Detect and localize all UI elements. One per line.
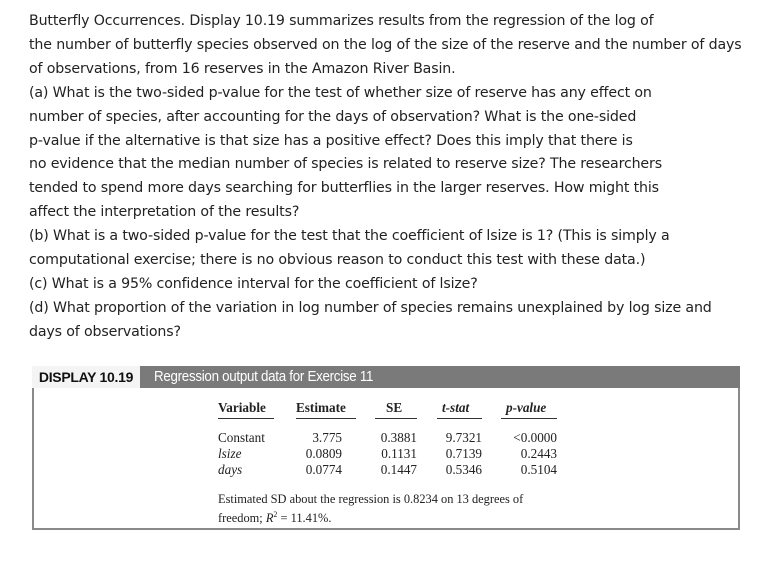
table-cell-se: 0.1447 <box>380 462 417 477</box>
question-line-part-b: (b) What is a two-sided p-value for the test that the coefficient of lsize is 1? (This is simply a <box>29 228 670 245</box>
footnote-prefix: freedom; <box>218 511 266 526</box>
question-line: days of observations? <box>29 323 181 340</box>
question-line: tended to spend more days searching for butterflies in the larger reserves. How might this <box>29 180 659 197</box>
r-squared-exponent: 2 <box>273 510 278 519</box>
table-cell-estimate: 3.775 <box>312 430 342 445</box>
question-text <box>29 10 764 345</box>
header-se: SE <box>386 400 403 415</box>
table-cell-estimate: 0.0774 <box>305 462 342 477</box>
table-cell-se: 0.3881 <box>380 430 417 445</box>
question-line-part-a: (a) What is the two-sided p-value for the test of whether size of reserve has any effect on <box>29 84 652 101</box>
r-squared-symbol: R <box>265 511 274 526</box>
table-cell-variable: days <box>218 462 243 477</box>
table-cell-pvalue: 0.2443 <box>520 446 557 461</box>
table-cell-pvalue: 0.5104 <box>520 462 557 477</box>
table-cell-tstat: 9.7321 <box>445 430 482 445</box>
table-cell-tstat: 0.7139 <box>445 446 482 461</box>
question-line: no evidence that the median number of species is related to reserve size? The researchers <box>29 156 662 173</box>
footnote-suffix: = 11.41%. <box>277 511 332 526</box>
question-line-part-d: (d) What proportion of the variation in log number of species remains unexplained by log size and <box>29 299 712 316</box>
table-cell-variable: Constant <box>218 430 265 445</box>
display-header <box>32 366 740 388</box>
table-cell-pvalue: <0.0000 <box>513 430 557 445</box>
header-underline <box>501 418 557 419</box>
table-cell-estimate: 0.0809 <box>305 446 342 461</box>
header-underline <box>375 418 417 419</box>
display-box <box>32 366 740 530</box>
table-cell-se: 0.1131 <box>381 446 417 461</box>
question-line: of observations, from 16 reserves in the Amazon River Basin. <box>29 60 456 77</box>
question-line: p-value if the alternative is that size has a positive effect? Does this imply that there is <box>29 132 633 149</box>
display-caption: Regression output data for Exercise 11 <box>154 369 374 385</box>
regression-footnote <box>218 492 578 526</box>
header-underline <box>218 418 274 419</box>
header-estimate: Estimate <box>296 400 346 415</box>
header-underline <box>437 418 482 419</box>
question-line: computational exercise; there is no obvious reason to conduct this test with these data.) <box>29 252 646 269</box>
question-line: Butterfly Occurrences. Display 10.19 summarizes results from the regression of the log of <box>29 13 654 29</box>
question-line: affect the interpretation of the results? <box>29 204 300 221</box>
question-line: number of species, after accounting for the days of observation? What is the one-sided <box>29 108 637 125</box>
header-tstat: t-stat <box>442 400 470 415</box>
header-underline <box>296 418 356 419</box>
question-line-part-c: (c) What is a 95% confidence interval for the coefficient of lsize? <box>29 275 478 292</box>
question-line: the number of butterfly species observed on the log of the size of the reserve and the number of days <box>29 36 742 53</box>
display-label: DISPLAY 10.19 <box>32 366 142 388</box>
header-variable: Variable <box>218 400 266 415</box>
table-cell-tstat: 0.5346 <box>445 462 482 477</box>
regression-table <box>32 388 740 530</box>
table-cell-variable: lsize <box>218 446 242 461</box>
header-pvalue: p-value <box>506 400 547 415</box>
footnote-line: Estimated SD about the regression is 0.8234 on 13 degrees of <box>218 492 524 506</box>
footnote-line <box>218 507 578 526</box>
